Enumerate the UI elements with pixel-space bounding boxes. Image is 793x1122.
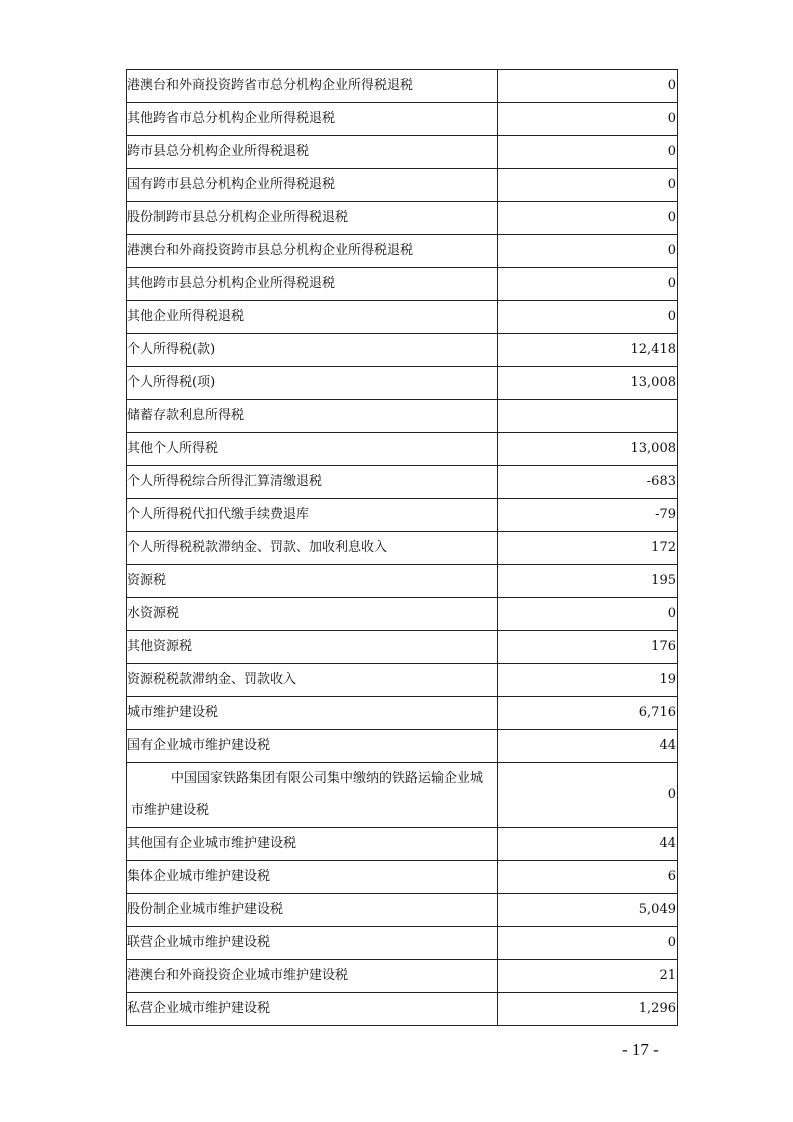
row-value: 13,008 xyxy=(498,433,678,466)
table-row xyxy=(127,697,678,730)
table-row xyxy=(127,828,678,861)
row-value: 176 xyxy=(498,631,678,664)
table-row xyxy=(127,367,678,400)
table-row xyxy=(127,136,678,169)
table-row xyxy=(127,960,678,993)
table-row xyxy=(127,598,678,631)
row-value: 0 xyxy=(498,301,678,334)
table-row xyxy=(127,894,678,927)
budget-revenue-table xyxy=(126,69,678,1026)
row-value: -683 xyxy=(498,466,678,499)
row-value: 0 xyxy=(498,103,678,136)
table-row xyxy=(127,730,678,763)
table-row xyxy=(127,235,678,268)
row-name: 其他个人所得税 xyxy=(127,433,498,466)
row-name: 私营企业城市维护建设税 xyxy=(127,993,498,1026)
row-name: 储蓄存款利息所得税 xyxy=(127,400,498,433)
row-name: 联营企业城市维护建设税 xyxy=(127,927,498,960)
row-name: 股份制企业城市维护建设税 xyxy=(127,894,498,927)
row-value: 12,418 xyxy=(498,334,678,367)
row-value: 0 xyxy=(498,169,678,202)
row-value: 0 xyxy=(498,268,678,301)
table-row xyxy=(127,433,678,466)
row-name: 资源税税款滞纳金、罚款收入 xyxy=(127,664,498,697)
table-row xyxy=(127,202,678,235)
table-row xyxy=(127,532,678,565)
row-value: 5,049 xyxy=(498,894,678,927)
table-row xyxy=(127,763,678,828)
table-row xyxy=(127,466,678,499)
row-name: 中国国家铁路集团有限公司集中缴纳的铁路运输企业城市维护建设税 xyxy=(131,771,484,818)
row-name: 城市维护建设税 xyxy=(127,697,498,730)
row-value: 0 xyxy=(498,927,678,960)
row-value: 13,008 xyxy=(498,367,678,400)
table-row xyxy=(127,103,678,136)
row-name: 其他资源税 xyxy=(127,631,498,664)
row-name: 个人所得税代扣代缴手续费退库 xyxy=(127,499,498,532)
row-value xyxy=(498,400,678,433)
row-value: 6 xyxy=(498,861,678,894)
table-row xyxy=(127,400,678,433)
row-name: 其他跨省市总分机构企业所得税退税 xyxy=(127,103,498,136)
row-name: 港澳台和外商投资企业城市维护建设税 xyxy=(127,960,498,993)
row-value: 172 xyxy=(498,532,678,565)
row-name: 跨市县总分机构企业所得税退税 xyxy=(127,136,498,169)
row-value: 0 xyxy=(498,598,678,631)
row-value: 19 xyxy=(498,664,678,697)
row-name: 其他跨市县总分机构企业所得税退税 xyxy=(127,268,498,301)
table-row xyxy=(127,70,678,103)
row-name: 资源税 xyxy=(127,565,498,598)
row-value: -79 xyxy=(498,499,678,532)
row-name: 个人所得税(款) xyxy=(127,334,498,367)
row-value: 21 xyxy=(498,960,678,993)
row-name: 个人所得税综合所得汇算清缴退税 xyxy=(127,466,498,499)
row-name: 港澳台和外商投资跨省市总分机构企业所得税退税 xyxy=(127,70,498,103)
table-row xyxy=(127,861,678,894)
row-value: 0 xyxy=(498,763,678,828)
row-value: 195 xyxy=(498,565,678,598)
row-value: 1,296 xyxy=(498,993,678,1026)
row-name: 个人所得税税款滞纳金、罚款、加收利息收入 xyxy=(127,532,498,565)
table-row xyxy=(127,268,678,301)
table-row xyxy=(127,301,678,334)
row-value: 0 xyxy=(498,202,678,235)
table-row xyxy=(127,927,678,960)
row-name-cell xyxy=(127,763,498,828)
table-row xyxy=(127,565,678,598)
table-row xyxy=(127,631,678,664)
row-value: 0 xyxy=(498,70,678,103)
row-name: 水资源税 xyxy=(127,598,498,631)
row-value: 6,716 xyxy=(498,697,678,730)
row-name: 股份制跨市县总分机构企业所得税退税 xyxy=(127,202,498,235)
table-row xyxy=(127,993,678,1026)
row-name: 国有跨市县总分机构企业所得税退税 xyxy=(127,169,498,202)
row-name: 港澳台和外商投资跨市县总分机构企业所得税退税 xyxy=(127,235,498,268)
page-number: - 17 - xyxy=(622,1040,659,1059)
table-row xyxy=(127,499,678,532)
row-name: 其他企业所得税退税 xyxy=(127,301,498,334)
row-name: 其他国有企业城市维护建设税 xyxy=(127,828,498,861)
row-name: 集体企业城市维护建设税 xyxy=(127,861,498,894)
row-value: 44 xyxy=(498,828,678,861)
row-value: 0 xyxy=(498,235,678,268)
table-row xyxy=(127,664,678,697)
table-row xyxy=(127,169,678,202)
row-value: 44 xyxy=(498,730,678,763)
row-value: 0 xyxy=(498,136,678,169)
row-name: 国有企业城市维护建设税 xyxy=(127,730,498,763)
row-name: 个人所得税(项) xyxy=(127,367,498,400)
table-row xyxy=(127,334,678,367)
